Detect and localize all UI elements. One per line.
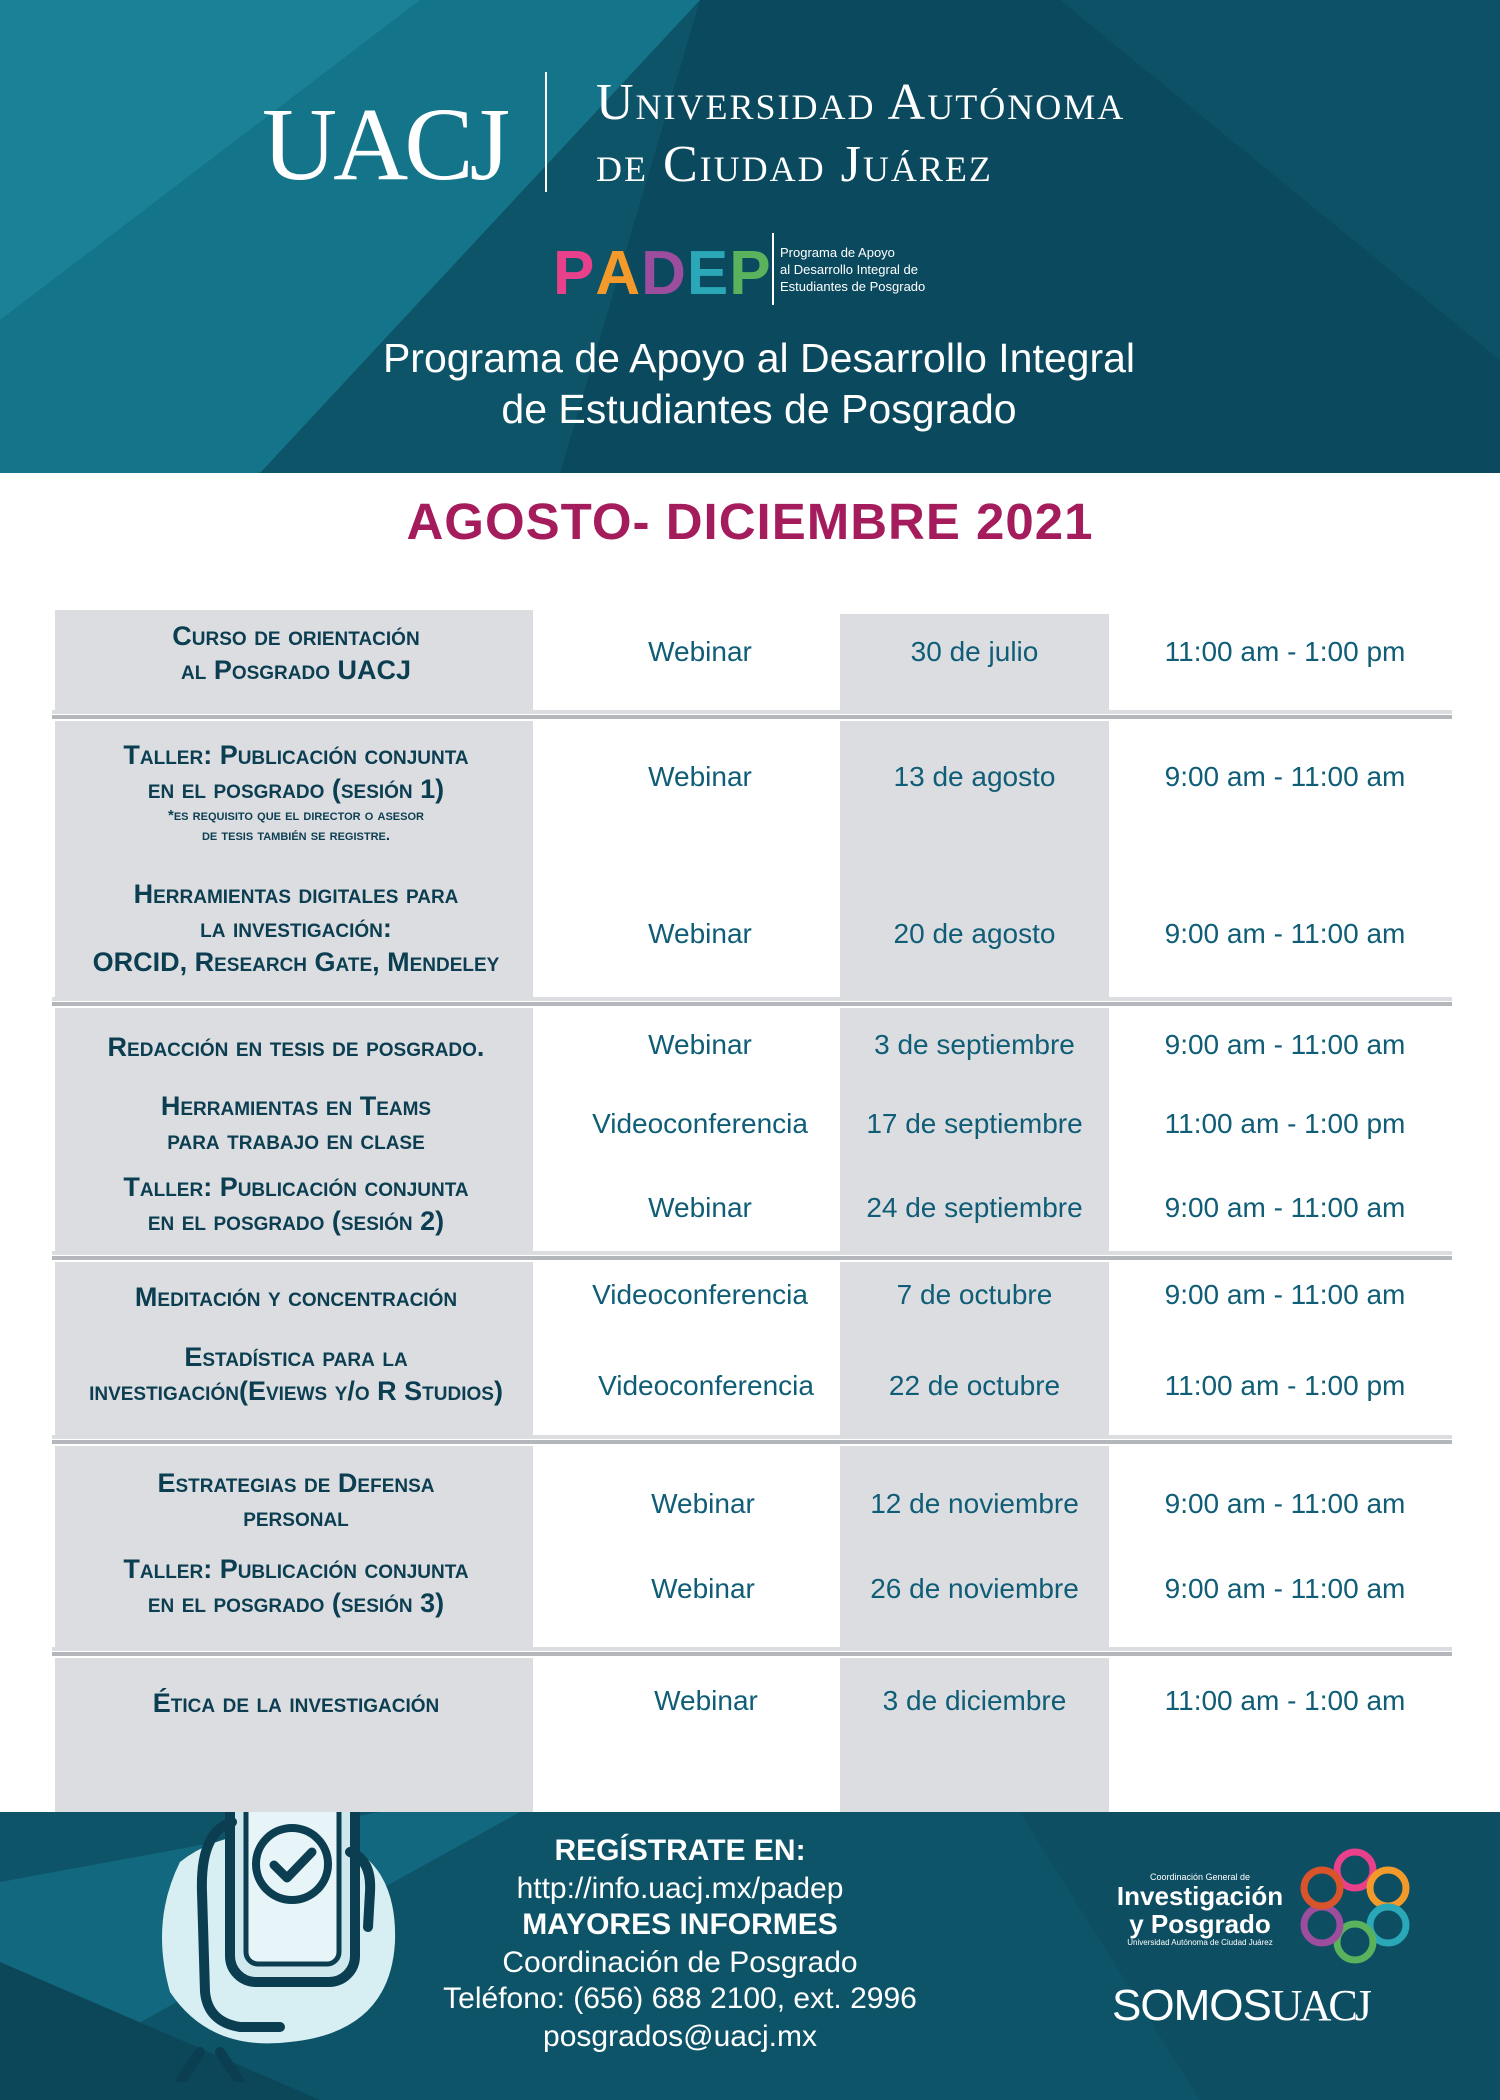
event-time: 9:00 am - 11:00 am [1164, 1192, 1406, 1223]
event-time: 9:00 am - 11:00 am [1164, 1029, 1406, 1060]
event-note-line: de tesis también se registre. [201, 827, 391, 844]
event-date: 24 de septiembre [866, 1192, 1083, 1223]
program-title-line1: Programa de Apoyo al Desarrollo Integral [382, 335, 1136, 381]
padep-letter: P [553, 239, 596, 308]
event-mode: Webinar [648, 1029, 752, 1060]
event-name-line: Ética de la investigación [152, 1688, 440, 1718]
padep-letter: P [729, 239, 772, 308]
event-name-line: Redacción en tesis de posgrado. [107, 1032, 485, 1062]
event-time: 11:00 am - 1:00 am [1164, 1685, 1406, 1716]
event-name [56, 1686, 536, 1720]
padep-subtitle-line1: Programa de Apoyo [780, 245, 895, 260]
event-name [56, 1340, 536, 1408]
event-name-line: la investigación: [200, 913, 392, 943]
university-name-line1: Universidad Autónoma [596, 74, 1126, 131]
event-name-line: Taller: Publicación conjunta [123, 740, 469, 770]
event-mode: Webinar [648, 1192, 752, 1223]
more-info-label: MAYORES INFORMES [522, 1908, 838, 1941]
event-name-line: al Posgrado UACJ [180, 655, 412, 685]
event-time: 9:00 am - 11:00 am [1164, 918, 1406, 949]
padep-subtitle [780, 244, 925, 295]
somos-brand: UACJ [1270, 1981, 1369, 2030]
cgip-line1: Coordinación General de [1149, 1872, 1251, 1882]
group-separator [52, 997, 1452, 1008]
event-name [56, 738, 536, 846]
somos-uacj-logo [1112, 1980, 1369, 2031]
university-name [596, 72, 1125, 196]
event-date: 3 de septiembre [874, 1029, 1075, 1060]
event-name-line: Estadística para la [184, 1342, 408, 1372]
cgip-line2: Investigación [1116, 1881, 1284, 1911]
phone-checkmark-icon [140, 1812, 410, 2082]
register-label: REGÍSTRATE EN: [554, 1834, 806, 1867]
event-name [56, 1280, 536, 1314]
event-name [56, 877, 536, 979]
email-link[interactable]: posgrados@uacj.mx [543, 2020, 817, 2053]
cgip-line4: Universidad Autónoma de Ciudad Juárez [1127, 1938, 1273, 1947]
padep-divider [772, 233, 774, 305]
period-heading: AGOSTO- DICIEMBRE 2021 [406, 493, 1094, 550]
event-name [56, 1030, 536, 1064]
uacj-logo: UACJ [262, 87, 507, 202]
event-mode: Webinar [651, 1573, 755, 1604]
event-date: 30 de julio [910, 636, 1039, 667]
event-name [56, 1466, 536, 1534]
event-name [56, 619, 536, 687]
program-title [0, 333, 1500, 435]
event-name-line: en el posgrado (sesión 3) [147, 1588, 445, 1618]
padep-letter: E [686, 239, 730, 308]
event-date: 22 de octubre [888, 1370, 1061, 1401]
event-name-line: Estrategias de Defensa [157, 1468, 435, 1498]
event-mode: Webinar [648, 918, 752, 949]
padep-subtitle-line2: al Desarrollo Integral de [780, 262, 919, 277]
event-time: 9:00 am - 11:00 am [1164, 1573, 1406, 1604]
event-name-line: Taller: Publicación conjunta [123, 1172, 469, 1202]
event-name-line: Curso de orientación [172, 621, 420, 651]
cgip-logo [1100, 1872, 1300, 1947]
event-time: 11:00 am - 1:00 pm [1164, 1108, 1406, 1139]
event-time: 11:00 am - 1:00 pm [1164, 1370, 1406, 1401]
phone-number: Teléfono: (656) 688 2100, ext. 2996 [443, 1982, 917, 2015]
padep-letter: D [641, 239, 687, 308]
event-name-line: Herramientas digitales para [133, 879, 459, 909]
event-name-line: Meditación y concentración [134, 1282, 458, 1312]
event-time: 9:00 am - 11:00 am [1164, 1279, 1406, 1310]
cgip-swirl-icon [1290, 1840, 1420, 1970]
padep-subtitle-line3: Estudiantes de Posgrado [780, 279, 926, 294]
cgip-line3: y Posgrado [1129, 1909, 1271, 1939]
event-note-line: *es requisito que el director o asesor [168, 807, 424, 824]
event-date: 17 de septiembre [866, 1108, 1083, 1139]
program-title-line2: de Estudiantes de Posgrado [501, 386, 1017, 432]
footer-banner [0, 1812, 1500, 2100]
office-name: Coordinación de Posgrado [502, 1946, 858, 1979]
event-mode: Webinar [651, 1488, 755, 1519]
event-date: 7 de octubre [896, 1279, 1053, 1310]
event-mode: Webinar [648, 761, 752, 792]
event-name [56, 1552, 536, 1620]
event-name-line: para trabajo en clase [167, 1125, 425, 1155]
event-time: 11:00 am - 1:00 pm [1164, 636, 1406, 667]
university-name-line2: de Ciudad Juárez [596, 136, 993, 193]
group-separator [52, 710, 1452, 721]
event-time: 9:00 am - 11:00 am [1164, 1488, 1406, 1519]
event-name-line: ORCID, Research Gate, Mendeley [92, 947, 500, 977]
event-name-line: investigación(Eviews y/o R Studios) [89, 1376, 503, 1406]
event-name-line: Herramientas en Teams [160, 1091, 432, 1121]
group-separator [52, 1251, 1452, 1262]
register-url-link[interactable]: http://info.uacj.mx/padep [516, 1872, 844, 1905]
group-separator [52, 1647, 1452, 1658]
event-mode: Webinar [654, 1685, 758, 1716]
event-date: 12 de noviembre [870, 1488, 1079, 1519]
event-name-line: en el posgrado (sesión 1) [147, 774, 445, 804]
event-date: 13 de agosto [893, 761, 1056, 792]
event-name [56, 1089, 536, 1157]
event-name-line: personal [243, 1502, 349, 1532]
event-mode: Webinar [648, 636, 752, 667]
event-time: 9:00 am - 11:00 am [1164, 761, 1406, 792]
event-name [56, 1170, 536, 1238]
header-banner [0, 0, 1500, 473]
event-date: 26 de noviembre [870, 1573, 1079, 1604]
padep-logo [553, 238, 772, 309]
somos-prefix: SOMOS [1112, 1981, 1271, 2030]
event-mode: Videoconferencia [592, 1108, 808, 1139]
event-name-line: en el posgrado (sesión 2) [147, 1206, 445, 1236]
logo-divider [545, 72, 547, 192]
padep-letter: A [595, 239, 642, 308]
group-separator [52, 1435, 1452, 1446]
event-date: 20 de agosto [893, 918, 1056, 949]
event-name-line: Taller: Publicación conjunta [123, 1554, 469, 1584]
event-mode: Videoconferencia [592, 1279, 808, 1310]
event-date: 3 de diciembre [882, 1685, 1067, 1716]
event-mode: Videoconferencia [598, 1370, 814, 1401]
